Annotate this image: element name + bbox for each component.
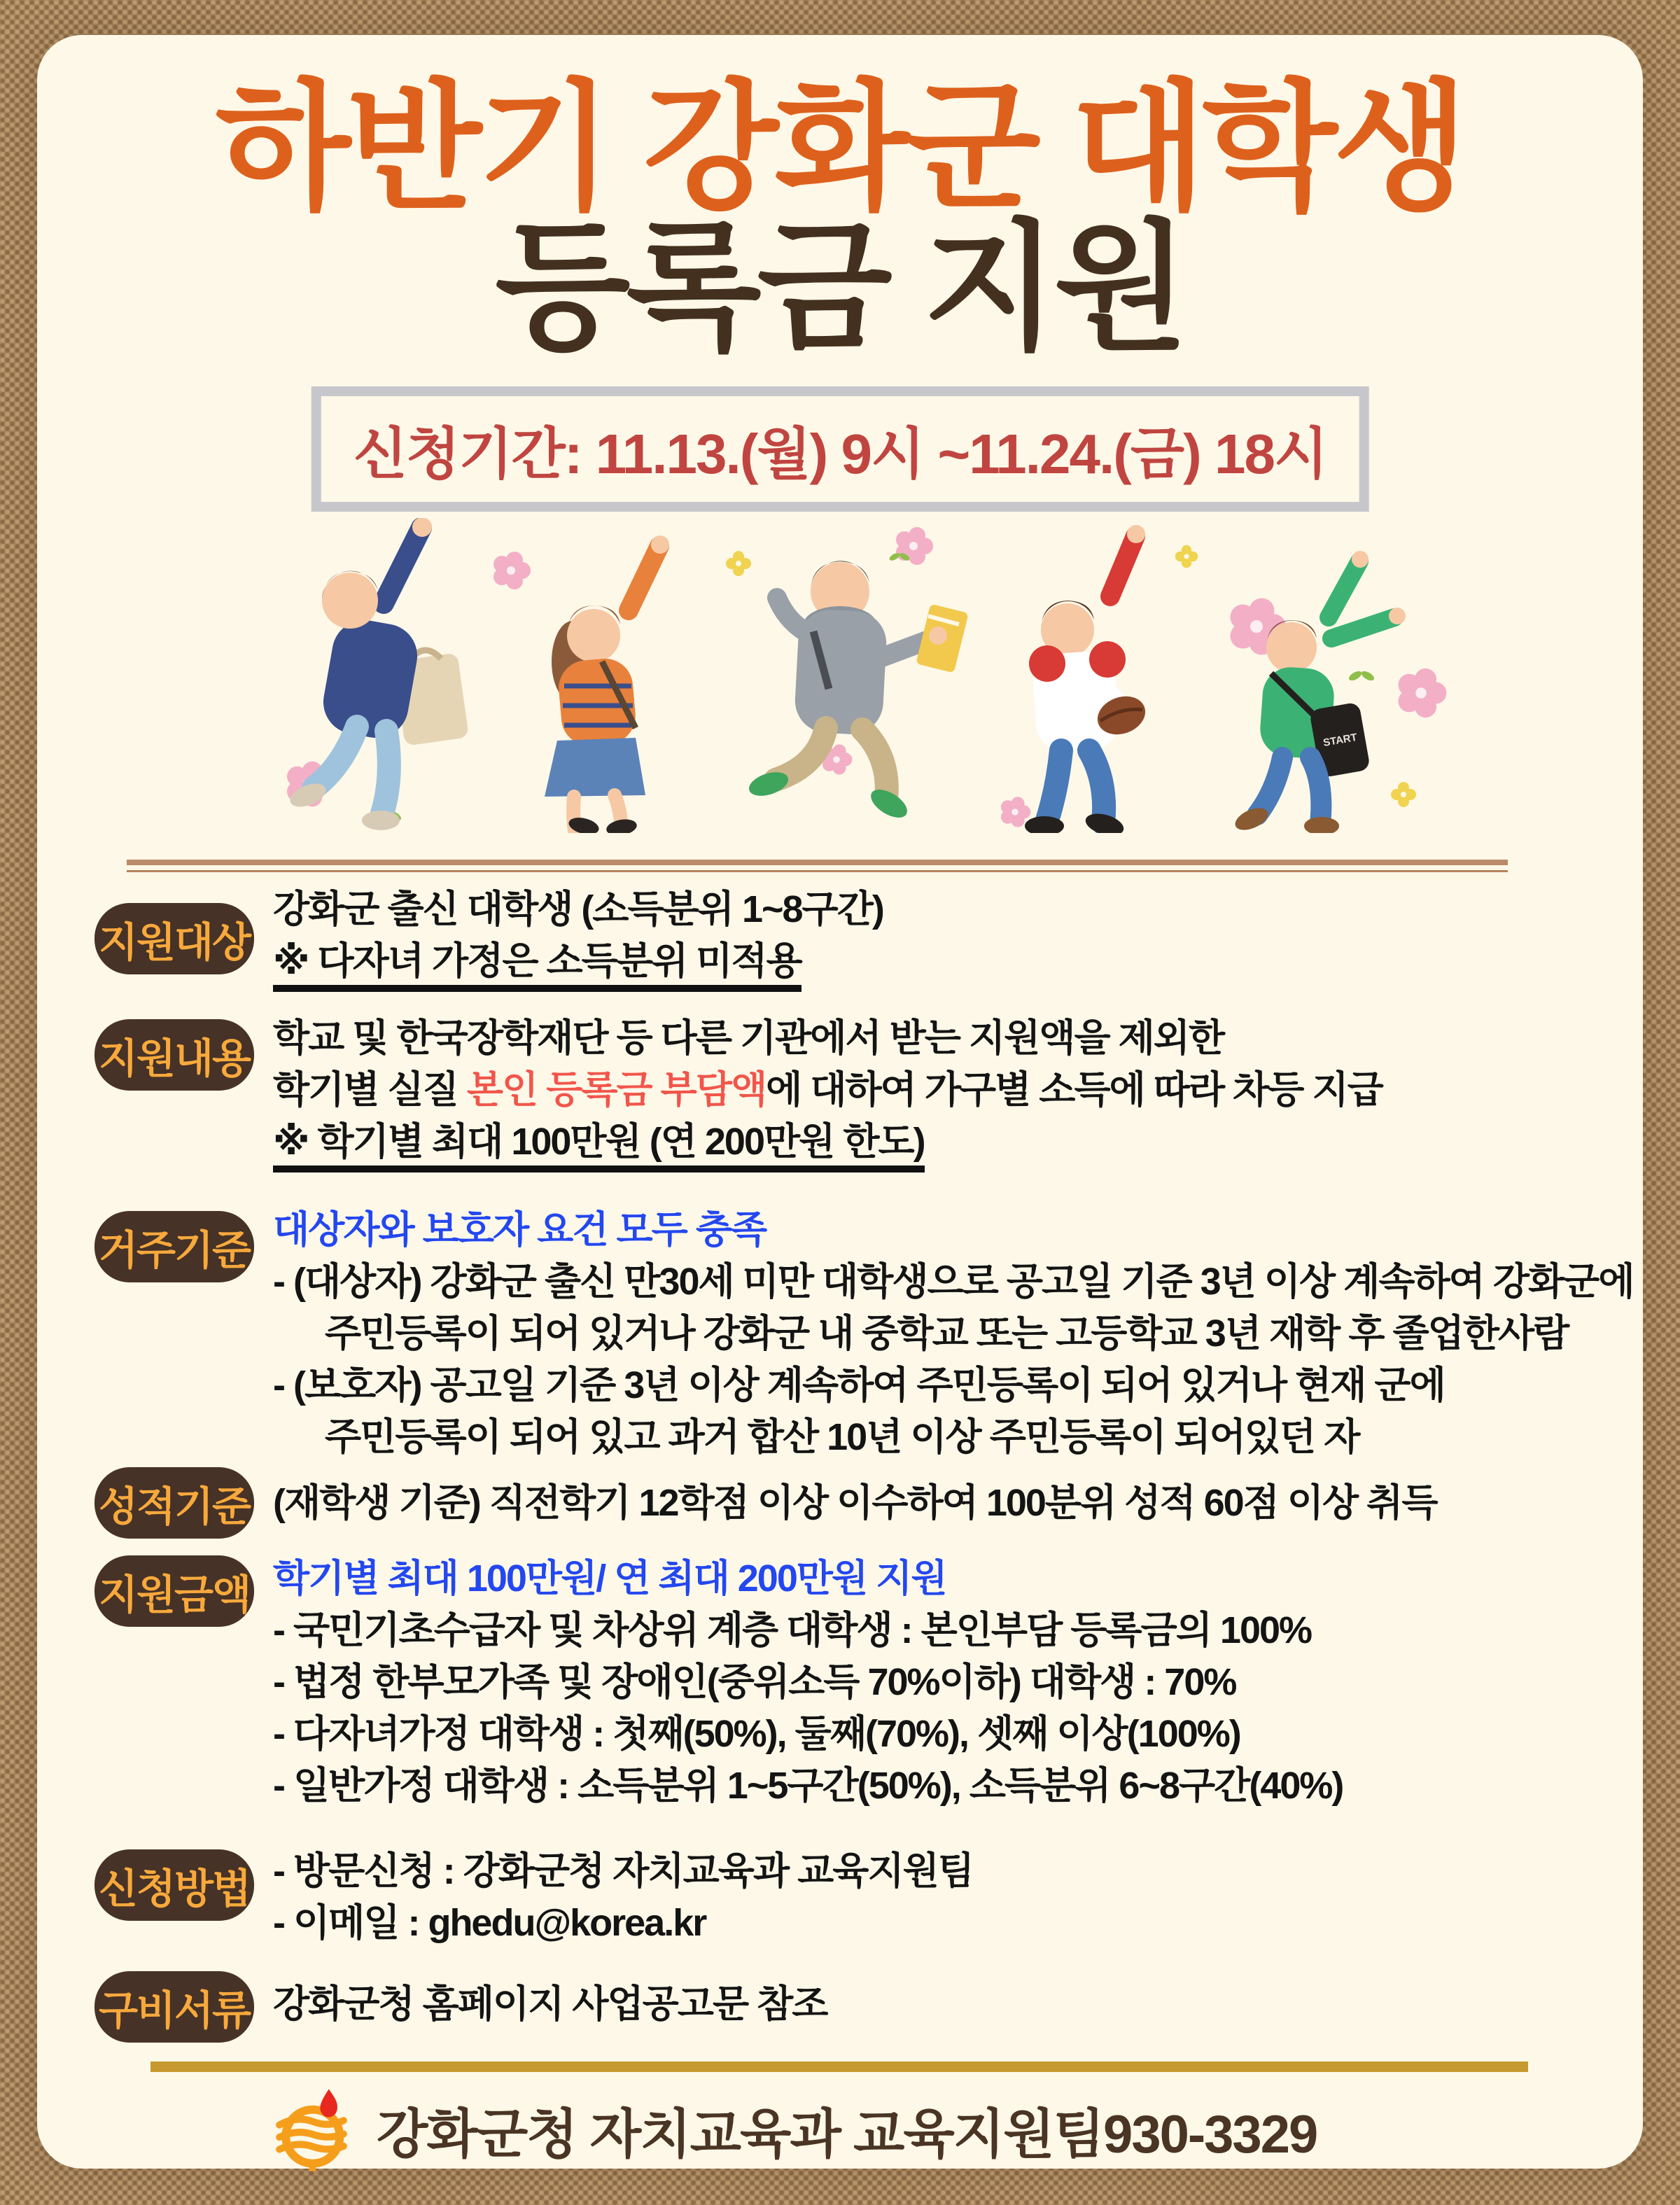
apply-line2: - 이메일 : ghedu@korea.kr: [273, 1902, 706, 1944]
eligibility-line2: ※ 다자녀 가정은 소득분위 미적용: [273, 941, 802, 992]
badge-amount: 지원금액: [94, 1555, 254, 1627]
amount-heading: 학기별 최대 100만원/ 연 최대 200만원 지원: [273, 1558, 946, 1600]
apply-line1: - 방문신청 : 강화군청 자치교육과 교육지원팀: [273, 1850, 973, 1892]
amount-line4: - 일반가정 대학생 : 소득분위 1~5구간(50%), 소득분위 6~8구간(40%): [273, 1765, 1343, 1807]
section-grades: [37, 1464, 1643, 1529]
content-line2: 학기별 실질 본인 등록금 부담액에 대하여 가구별 소득에 따라 차등 지급: [273, 1069, 1382, 1111]
section-documents: [37, 1967, 1643, 2033]
amount-line1: - 국민기초수급자 및 차상위 계층 대학생 : 본인부담 등록금의 100%: [273, 1609, 1312, 1651]
documents-line1: 강화군청 홈페이지 사업공고문 참조: [273, 1983, 827, 2025]
badge-apply: 신청방법: [94, 1849, 254, 1921]
eligibility-line1: 강화군 출신 대학생 (소득분위 1~8구간): [273, 888, 883, 930]
residence-line1: - (대상자) 강화군 출신 만30세 미만 대학생으로 공고일 기준 3년 이상 계속하여 강화군에: [273, 1261, 1634, 1303]
badge-eligibility: 지원대상: [94, 903, 254, 974]
residence-heading: 대상자와 보호자 요건 모두 충족: [273, 1209, 766, 1251]
application-period-box: [312, 386, 1369, 512]
content-line1: 학교 및 한국장학재단 등 다른 기관에서 받는 지원액을 제외한: [273, 1017, 1224, 1059]
amount-line3: - 다자녀가정 대학생 : 첫째(50%), 둘째(70%), 셋째 이상(100%): [273, 1713, 1240, 1755]
residence-line4: 주민등록이 되어 있고 과거 합산 10년 이상 주민등록이 되어있던 자: [325, 1416, 1359, 1458]
section-eligibility: [37, 883, 1643, 987]
student-navy-sweater: [287, 518, 469, 830]
ganghwa-flame-logo-icon: [273, 2087, 350, 2174]
poster-title-line2: 등록금 지원: [495, 210, 1185, 366]
badge-content: 지원내용: [94, 1019, 254, 1091]
poster-title-line1: 하반기 강화군 대학생: [216, 70, 1464, 226]
footer: [273, 2086, 1317, 2174]
application-period-text: 신청기간: 11.13.(월) 9시 ~11.24.(금) 18시: [353, 423, 1327, 485]
illustration-divider-thin: [127, 870, 1508, 872]
residence-line2: 주민등록이 되어 있거나 강화군 내 중학교 또는 고등학교 3년 재학 후 졸업한사람: [325, 1312, 1569, 1354]
bag-start-text: START: [1322, 731, 1359, 750]
section-residence: [37, 1198, 1643, 1463]
badge-documents: 구비서류: [94, 1971, 254, 2043]
student-red-raglan: [1025, 525, 1151, 833]
student-green-top: [1232, 551, 1406, 833]
amount-line2: - 법정 한부모가족 및 장애인(중위소득 70%이하) 대학생 : 70%: [273, 1661, 1236, 1703]
section-content: [37, 1009, 1643, 1168]
student-orange-stripes: [545, 536, 669, 833]
badge-residence: 거주기준: [94, 1211, 254, 1282]
footer-contact-text: 강화군청 자치교육과 교육지원팀930-3329: [377, 2105, 1317, 2164]
poster: [37, 35, 1643, 2169]
section-amount: [37, 1547, 1643, 1812]
student-gray-hoodie: [746, 561, 969, 823]
illustration-divider-thick: [127, 860, 1508, 865]
jumping-students-illustration: [210, 518, 1470, 833]
grades-line1: (재학생 기준) 직전학기 12학점 이상 이수하여 100분위 성적 60점 이상 취득: [273, 1482, 1437, 1524]
footer-divider-bar: [150, 2062, 1528, 2072]
content-line3: ※ 학기별 최대 100만원 (연 200만원 한도): [273, 1121, 925, 1172]
badge-grades: 성적기준: [94, 1467, 254, 1539]
content-line2-highlight: 본인 등록금 부담액: [466, 1069, 766, 1111]
section-apply: [37, 1840, 1643, 1949]
residence-line3: - (보호자) 공고일 기준 3년 이상 계속하여 주민등록이 되어 있거나 현재 군에: [273, 1364, 1445, 1406]
